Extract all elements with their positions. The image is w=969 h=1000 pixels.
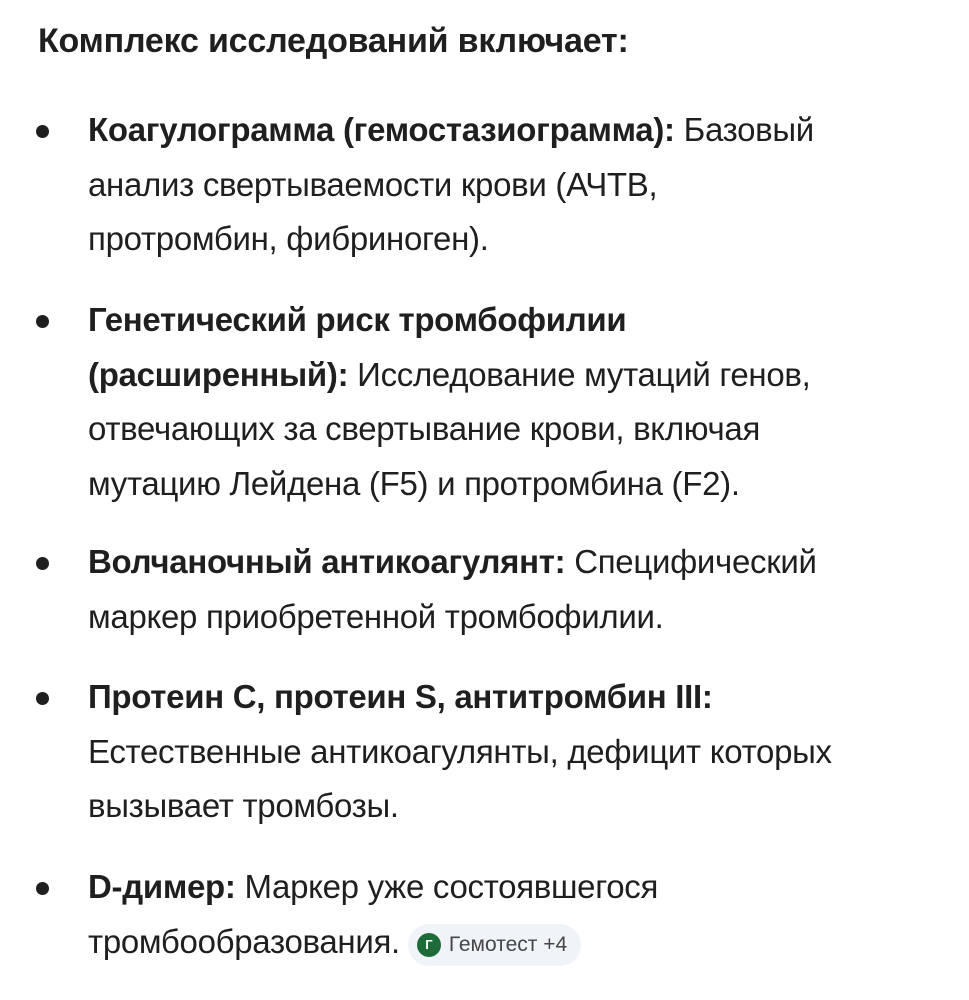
list-item-line — [88, 860, 938, 915]
list-item-term: Генетический риск тромбофилии — [88, 301, 627, 338]
list-item-description: Специфический — [574, 543, 817, 580]
source-chip[interactable] — [408, 924, 581, 966]
list-item-term: Волчаночный антикоагулянт: — [88, 543, 566, 580]
list-item-term: D-димер: — [88, 868, 236, 905]
list-item — [88, 860, 938, 969]
list-item-term: Коагулограмма (гемостазиограмма): — [88, 111, 675, 148]
list-item — [88, 535, 938, 644]
list-item-description: Маркер уже состоявшегося — [244, 868, 659, 905]
list-item — [88, 103, 938, 267]
list-item-description: Исследование мутаций генов, — [357, 355, 811, 393]
list-item-description: отвечающих за свертывание крови, включая — [88, 410, 761, 447]
bullet-icon — [36, 125, 49, 138]
list-item-description: протромбин, фибриноген). — [88, 220, 489, 257]
list-item-description: маркер приобретенной тромбофилии. — [88, 597, 664, 635]
bullet-icon — [36, 315, 49, 328]
gemotest-logo-icon: Г — [417, 933, 441, 957]
list-item — [88, 293, 938, 511]
list-item-description: Базовый — [683, 111, 814, 148]
list-item-description: тромбообразования. — [88, 922, 400, 960]
list-item-term: Протеин C, протеин S, антитромбин III: — [88, 678, 713, 715]
list-item — [88, 670, 938, 834]
list-item-term: (расширенный): — [88, 355, 349, 393]
list-item-description: мутацию Лейдена (F5) и протромбина (F2). — [88, 464, 740, 502]
section-heading: Комплекс исследований включает: — [38, 22, 629, 60]
list-item-description: вызывает тромбозы. — [88, 787, 399, 824]
source-chip-label: Гемотест +4 — [448, 932, 568, 956]
bullet-icon — [36, 692, 49, 705]
bullet-icon — [36, 557, 49, 570]
list-item-description: анализ свертываемости крови (АЧТВ, — [88, 165, 658, 203]
list-item-description: Естественные антикоагулянты, дефицит которых — [88, 732, 832, 770]
list-item-line — [88, 535, 938, 590]
list-item-line — [88, 103, 938, 158]
bullet-icon — [36, 882, 49, 895]
list-item-line — [88, 915, 938, 970]
list-item-line — [88, 348, 938, 403]
